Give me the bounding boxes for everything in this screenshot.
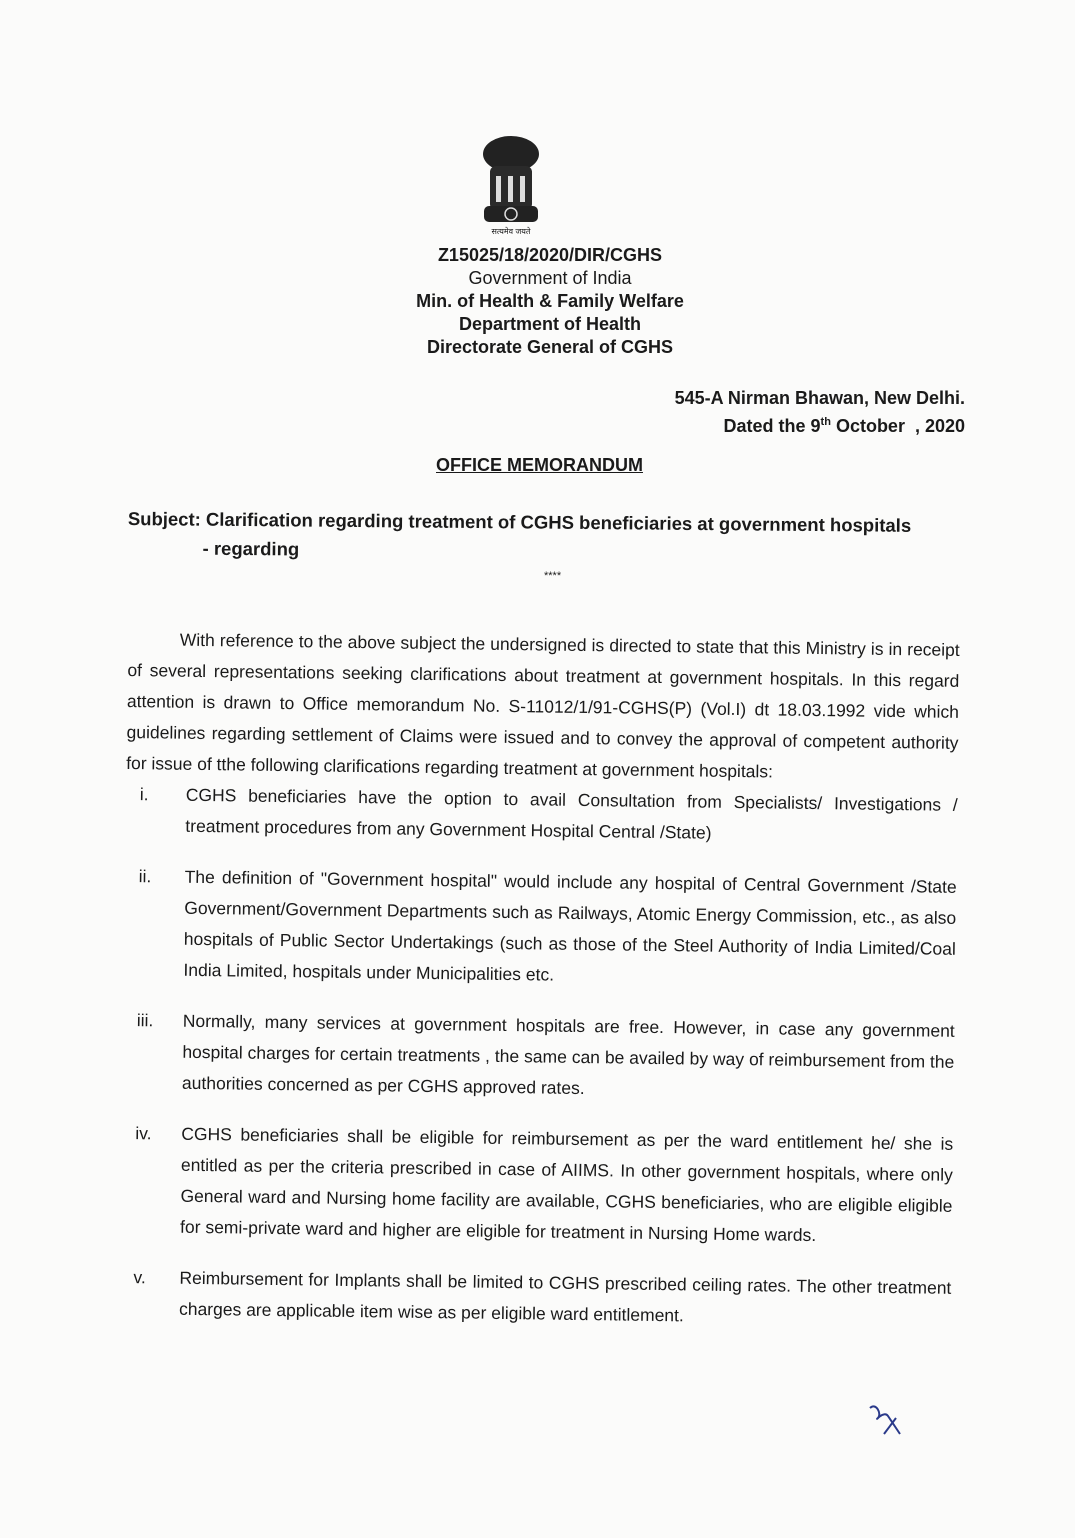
memo-date: Dated the 9th October , 2020: [723, 416, 965, 436]
initials-signature-icon: [866, 1400, 906, 1440]
subject-continuation: - regarding: [202, 537, 300, 560]
file-number: Z15025/18/2020/DIR/CGHS: [437, 245, 663, 265]
intro-paragraph: With reference to the above subject the undersigned is directed to state that this Ministry is in receipt of several representations seeking clarifications about treatment at government hospitals. In this regard attention is drawn to Office memorandum No. S-11012/1/91-CGHS(P) (Vol.I) dt 18.03.1992 vide which guidelines regarding settlement of Claims were issued and to convey the approval of competent authority for issue of tthe following clarifications regarding treatment at government hospitals:: [126, 629, 960, 782]
subject-line: Subject: Clarification regarding treatment of CGHS beneficiaries at government hospitals: [127, 507, 912, 536]
separator: ****: [544, 570, 562, 582]
memo-body: [119, 624, 960, 1335]
memo-title: OFFICE MEMORANDUM: [436, 455, 643, 475]
clarification-list: [119, 779, 958, 1335]
directorate-name: Directorate General of CGHS: [426, 337, 674, 357]
list-item: ii. The definition of "Government hospital" would include any hospital of Central Government /State Government/Government Departments such as Railways, Atomic Energy Commission, etc., as also hospitals of Public Sector Undertakings (such as those of the Steel Authority of India Limited/Coal India Limited, hospitals under Municipalities etc.: [138, 866, 957, 985]
list-item: i. CGHS beneficiaries have the option to avail Consultation from Specialists/ Investigations / treatment procedures from any Government Hospital Central /State): [139, 784, 958, 843]
office-address: 545-A Nirman Bhawan, New Delhi.: [674, 388, 965, 408]
list-item: iv. CGHS beneficiaries shall be eligible for reimbursement as per the ward entitlement he/ she is entitled as per the criteria prescribed in case of AIIMS. In other government hospitals, where only General ward and Nursing home facility are available, CGHS beneficiaries, who are eligible eligible for semi-private ward and higher are eligible for treatment in Nursing Home wards.: [135, 1123, 954, 1246]
list-item: v. Reimbursement for Implants shall be limited to CGHS prescribed ceiling rates. The other treatment charges are applicable item wise as per eligible ward entitlement.: [133, 1267, 952, 1326]
ministry-name: Min. of Health & Family Welfare: [416, 291, 684, 311]
emblem-motto: सत्यमेव जयते: [491, 227, 531, 236]
letterhead: [380, 244, 720, 359]
department-name: Department of Health: [458, 314, 642, 334]
government-name: Government of India: [468, 268, 632, 288]
address-block: [675, 386, 965, 438]
subject: [127, 504, 967, 569]
list-item: iii. Normally, many services at government hospitals are free. However, in case any government hospital charges for certain treatments , the same can be availed by way of reimbursement from the authorities concerned as per CGHS approved rates.: [136, 1010, 955, 1099]
